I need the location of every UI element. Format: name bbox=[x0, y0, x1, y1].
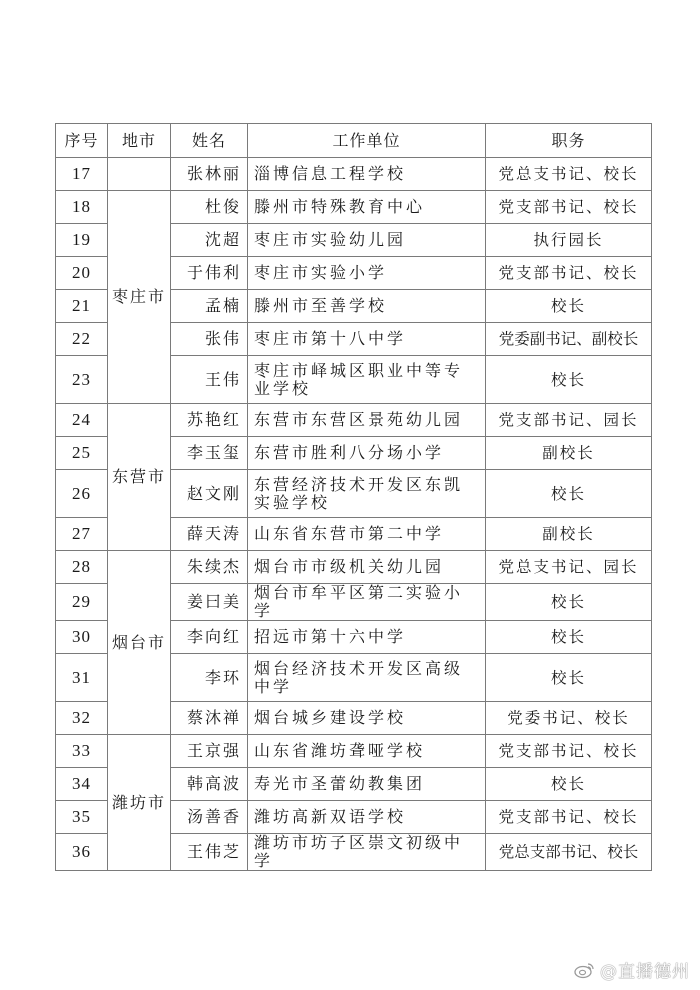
table-header-row bbox=[56, 124, 652, 158]
person-name: 沈超 bbox=[171, 224, 248, 257]
row-number: 17 bbox=[56, 158, 108, 191]
city-cell: 潍坊市 bbox=[108, 735, 171, 871]
person-name: 孟楠 bbox=[171, 290, 248, 323]
work-unit: 烟台市市级机关幼儿园 bbox=[248, 551, 486, 584]
city-cell: 东营市 bbox=[108, 404, 171, 551]
work-unit: 招远市第十六中学 bbox=[248, 621, 486, 654]
work-unit: 滕州市特殊教育中心 bbox=[248, 191, 486, 224]
work-unit: 枣庄市峄城区职业中等专业学校 bbox=[248, 356, 486, 404]
work-unit: 东营市胜利八分场小学 bbox=[248, 437, 486, 470]
work-unit: 潍坊高新双语学校 bbox=[248, 801, 486, 834]
watermark bbox=[574, 957, 690, 982]
position: 执行园长 bbox=[486, 224, 652, 257]
row-number: 19 bbox=[56, 224, 108, 257]
person-name: 于伟利 bbox=[171, 257, 248, 290]
row-number: 32 bbox=[56, 702, 108, 735]
person-name: 蔡沐禅 bbox=[171, 702, 248, 735]
person-name: 韩高波 bbox=[171, 768, 248, 801]
work-unit: 山东省潍坊聋哑学校 bbox=[248, 735, 486, 768]
row-number: 29 bbox=[56, 584, 108, 621]
position: 校长 bbox=[486, 356, 652, 404]
city-cell: 烟台市 bbox=[108, 551, 171, 735]
row-number: 28 bbox=[56, 551, 108, 584]
person-name: 李玉玺 bbox=[171, 437, 248, 470]
position: 校长 bbox=[486, 654, 652, 702]
city-cell: 枣庄市 bbox=[108, 191, 171, 404]
row-number: 23 bbox=[56, 356, 108, 404]
person-name: 李向红 bbox=[171, 621, 248, 654]
person-name: 薛天涛 bbox=[171, 518, 248, 551]
work-unit: 山东省东营市第二中学 bbox=[248, 518, 486, 551]
header-position: 职务 bbox=[486, 124, 652, 158]
work-unit: 东营市东营区景苑幼儿园 bbox=[248, 404, 486, 437]
position: 副校长 bbox=[486, 518, 652, 551]
table-row bbox=[56, 735, 652, 768]
row-number: 34 bbox=[56, 768, 108, 801]
position: 党支部书记、园长 bbox=[486, 404, 652, 437]
table-row bbox=[56, 404, 652, 437]
person-name: 姜曰美 bbox=[171, 584, 248, 621]
position: 党总支部书记、校长 bbox=[486, 834, 652, 871]
position: 党支部书记、校长 bbox=[486, 257, 652, 290]
row-number: 20 bbox=[56, 257, 108, 290]
work-unit: 枣庄市实验幼儿园 bbox=[248, 224, 486, 257]
person-name: 苏艳红 bbox=[171, 404, 248, 437]
person-name: 王京强 bbox=[171, 735, 248, 768]
work-unit: 寿光市圣蕾幼教集团 bbox=[248, 768, 486, 801]
position: 党支部书记、校长 bbox=[486, 735, 652, 768]
header-number: 序号 bbox=[56, 124, 108, 158]
row-number: 36 bbox=[56, 834, 108, 871]
position: 党总支书记、园长 bbox=[486, 551, 652, 584]
person-name: 王伟 bbox=[171, 356, 248, 404]
row-number: 31 bbox=[56, 654, 108, 702]
row-number: 25 bbox=[56, 437, 108, 470]
person-name: 赵文刚 bbox=[171, 470, 248, 518]
position: 副校长 bbox=[486, 437, 652, 470]
position: 校长 bbox=[486, 290, 652, 323]
position: 校长 bbox=[486, 584, 652, 621]
position: 党总支书记、校长 bbox=[486, 158, 652, 191]
row-number: 30 bbox=[56, 621, 108, 654]
person-name: 张伟 bbox=[171, 323, 248, 356]
person-name: 李环 bbox=[171, 654, 248, 702]
work-unit: 东营经济技术开发区东凯实验学校 bbox=[248, 470, 486, 518]
position: 党委副书记、副校长 bbox=[486, 323, 652, 356]
position: 党委书记、校长 bbox=[486, 702, 652, 735]
person-name: 汤善香 bbox=[171, 801, 248, 834]
work-unit: 烟台城乡建设学校 bbox=[248, 702, 486, 735]
city-cell bbox=[108, 158, 171, 191]
appointment-table bbox=[55, 123, 652, 871]
row-number: 21 bbox=[56, 290, 108, 323]
watermark-text: @直播德州 bbox=[600, 962, 690, 982]
row-number: 24 bbox=[56, 404, 108, 437]
header-name: 姓名 bbox=[171, 124, 248, 158]
work-unit: 烟台市牟平区第二实验小学 bbox=[248, 584, 486, 621]
person-name: 杜俊 bbox=[171, 191, 248, 224]
position: 党支部书记、校长 bbox=[486, 191, 652, 224]
work-unit: 淄博信息工程学校 bbox=[248, 158, 486, 191]
row-number: 18 bbox=[56, 191, 108, 224]
row-number: 22 bbox=[56, 323, 108, 356]
table-row bbox=[56, 551, 652, 584]
work-unit: 潍坊市坊子区崇文初级中学 bbox=[248, 834, 486, 871]
work-unit: 枣庄市实验小学 bbox=[248, 257, 486, 290]
table-row bbox=[56, 191, 652, 224]
row-number: 35 bbox=[56, 801, 108, 834]
header-city: 地市 bbox=[108, 124, 171, 158]
position: 校长 bbox=[486, 621, 652, 654]
position: 党支部书记、校长 bbox=[486, 801, 652, 834]
table-row bbox=[56, 158, 652, 191]
position: 校长 bbox=[486, 768, 652, 801]
row-number: 27 bbox=[56, 518, 108, 551]
header-work-unit: 工作单位 bbox=[248, 124, 486, 158]
work-unit: 滕州市至善学校 bbox=[248, 290, 486, 323]
weibo-icon bbox=[574, 961, 596, 979]
person-name: 王伟芝 bbox=[171, 834, 248, 871]
work-unit: 枣庄市第十八中学 bbox=[248, 323, 486, 356]
row-number: 33 bbox=[56, 735, 108, 768]
row-number: 26 bbox=[56, 470, 108, 518]
work-unit: 烟台经济技术开发区高级中学 bbox=[248, 654, 486, 702]
person-name: 张林丽 bbox=[171, 158, 248, 191]
position: 校长 bbox=[486, 470, 652, 518]
person-name: 朱续杰 bbox=[171, 551, 248, 584]
